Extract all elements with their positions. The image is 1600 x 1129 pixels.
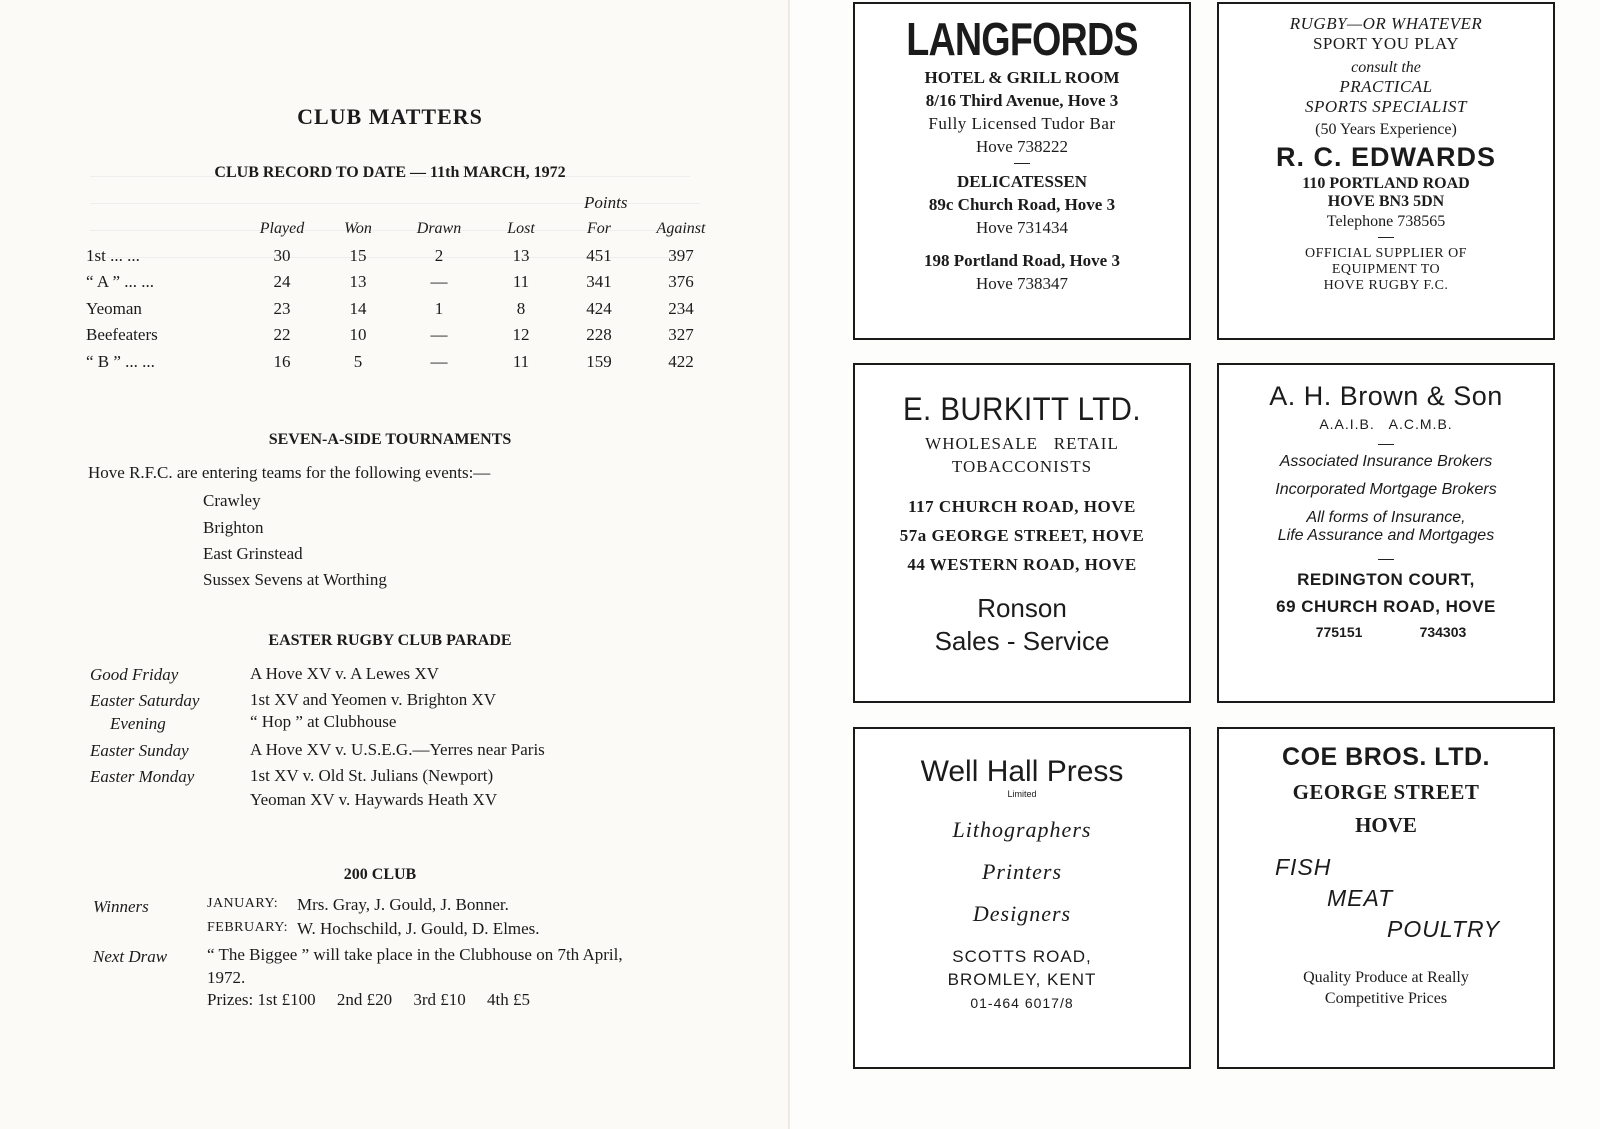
table-row [86, 349, 726, 376]
club-record-title: CLUB RECORD TO DATE — 11th MARCH, 1972 [214, 164, 566, 181]
team-name: “ A ” ... ... [86, 272, 154, 292]
seven-a-side-intro: Hove R.F.C. are entering teams for the following events:— [88, 463, 491, 482]
wellhall-service: Designers [972, 901, 1072, 926]
coe-tagline: Quality Produce at Really [1303, 969, 1469, 986]
easter-event: 1st XV and Yeomen v. Brighton XV [250, 690, 497, 709]
won-value: 10 [349, 325, 367, 345]
table-header-row [86, 216, 726, 243]
wellhall-address: BROMLEY, KENT [947, 970, 1097, 989]
team-name: 1st ... ... [86, 245, 140, 265]
against-value: 234 [668, 298, 694, 318]
next-draw-label: Next Draw [93, 947, 168, 966]
event-brighton: Brighton [203, 518, 264, 537]
header-for: For [587, 220, 611, 238]
easter-event: A Hove XV v. A Lewes XV [250, 664, 439, 683]
burkitt-line: TOBACCONISTS [951, 457, 1093, 476]
easter-event: Yeoman XV v. Haywards Heath XV [250, 790, 498, 809]
divider [1378, 559, 1394, 560]
won-value: 14 [349, 298, 367, 318]
brown-phone: 734303 [1419, 624, 1467, 640]
burkitt-ronson: Ronson [977, 593, 1067, 623]
table-row [86, 269, 726, 296]
played-value: 23 [273, 298, 291, 318]
langfords-deli: DELICATESSEN [956, 172, 1088, 191]
played-value: 24 [273, 272, 291, 292]
easter-day: Good Friday [90, 665, 179, 684]
next-draw-text: “ The Biggee ” will take place in the Clubhouse on 7th April, [207, 945, 623, 964]
drawn-value: — [430, 272, 448, 292]
header-won: Won [344, 220, 372, 238]
edwards-telephone: Telephone 738565 [1326, 213, 1446, 230]
langfords-line: 89c Church Road, Hove 3 [928, 195, 1116, 214]
langfords-line: 8/16 Third Avenue, Hove 3 [925, 91, 1119, 110]
edwards-address: 110 PORTLAND ROAD [1302, 175, 1470, 192]
played-value: 30 [273, 245, 291, 265]
lost-value: 11 [512, 272, 530, 292]
winners-label: Winners [93, 897, 149, 916]
january-winners: Mrs. Gray, J. Gould, J. Bonner. [297, 895, 509, 914]
easter-day: Easter Sunday [90, 741, 189, 760]
january-label: JANUARY: [207, 896, 279, 911]
brown-service: All forms of Insurance, [1306, 509, 1466, 526]
february-label: FEBRUARY: [207, 920, 289, 935]
drawn-value: — [430, 325, 448, 345]
points-label: Points [584, 193, 628, 212]
coe-fish: FISH [1275, 854, 1332, 880]
team-name: “ B ” ... ... [86, 351, 155, 371]
for-value: 341 [586, 272, 612, 292]
club-200-title: 200 CLUB [343, 866, 417, 883]
event-sussex-sevens: Sussex Sevens at Worthing [203, 570, 387, 589]
seven-a-side-title: SEVEN-A-SIDE TOURNAMENTS [268, 431, 512, 448]
team-name: Beefeaters [86, 325, 158, 345]
next-draw-year: 1972. [207, 968, 246, 987]
left-page [0, 0, 790, 1129]
prizes-text: Prizes: 1st £100 2nd £20 3rd £10 4th £5 [207, 990, 530, 1009]
right-page [790, 0, 1600, 1129]
langfords-line: Fully Licensed Tudor Bar [928, 114, 1116, 133]
brown-phone: 775151 [1315, 624, 1363, 640]
langfords-line: HOTEL & GRILL ROOM [924, 68, 1120, 87]
divider [1378, 444, 1394, 445]
won-value: 13 [349, 272, 367, 292]
edwards-name: R. C. EDWARDS [1275, 142, 1496, 172]
table-row [86, 322, 726, 349]
club-matters-title: CLUB MATTERS [297, 104, 483, 129]
header-lost: Lost [507, 220, 535, 238]
easter-day: Evening [110, 714, 166, 733]
drawn-value: — [430, 351, 448, 371]
edwards-supplier: OFFICIAL SUPPLIER OF [1305, 246, 1467, 261]
header-against: Against [656, 220, 706, 238]
for-value: 228 [586, 325, 612, 345]
february-winners: W. Hochschild, J. Gould, D. Elmes. [297, 919, 540, 938]
wellhall-address: SCOTTS ROAD, [952, 947, 1092, 966]
won-value: 5 [353, 351, 363, 371]
burkitt-address: 44 WESTERN ROAD, HOVE [907, 555, 1137, 574]
event-crawley: Crawley [203, 491, 261, 510]
wellhall-service: Lithographers [952, 817, 1092, 842]
langfords-logo: LANGFORDS [906, 13, 1138, 65]
against-value: 327 [668, 325, 694, 345]
edwards-supplier: HOVE RUGBY F.C. [1323, 278, 1449, 293]
edwards-line: RUGBY—OR WHATEVER [1289, 14, 1483, 33]
edwards-line: (50 Years Experience) [1315, 121, 1457, 138]
edwards-line: consult the [1351, 59, 1421, 76]
langfords-line: Hove 738222 [975, 137, 1069, 156]
event-east-grinstead: East Grinstead [203, 544, 303, 563]
for-value: 159 [586, 351, 612, 371]
played-value: 16 [273, 351, 291, 371]
burkitt-address: 117 CHURCH ROAD, HOVE [908, 497, 1136, 516]
easter-day: Easter Saturday [90, 691, 200, 710]
lost-value: 8 [516, 298, 526, 318]
ad-well-hall-press [853, 727, 1191, 1069]
coe-town: HOVE [1355, 813, 1417, 837]
edwards-address: HOVE BN3 5DN [1327, 193, 1445, 210]
edwards-line: PRACTICAL [1339, 77, 1433, 96]
coe-name: COE BROS. LTD. [1282, 743, 1490, 771]
drawn-value: 2 [434, 245, 444, 265]
langfords-line: Hove 738347 [975, 274, 1069, 293]
ad-ah-brown [1217, 363, 1555, 703]
brown-address: 69 CHURCH ROAD, HOVE [1276, 597, 1496, 616]
brown-service: Associated Insurance Brokers [1279, 453, 1493, 470]
table-row [86, 296, 726, 323]
team-name: Yeoman [86, 298, 142, 318]
header-played: Played [259, 220, 305, 238]
coe-poultry: POULTRY [1387, 916, 1501, 942]
edwards-line: SPORTS SPECIALIST [1305, 97, 1467, 116]
edwards-supplier: EQUIPMENT TO [1331, 262, 1441, 277]
ad-e-burkitt [853, 363, 1191, 703]
lost-value: 12 [512, 325, 530, 345]
against-value: 376 [668, 272, 694, 292]
burkitt-name: E. BURKITT LTD. [902, 391, 1142, 427]
burkitt-address: 57a GEORGE STREET, HOVE [899, 526, 1145, 545]
brown-qualifications: A.A.I.B. A.C.M.B. [1319, 416, 1453, 432]
header-drawn: Drawn [416, 220, 462, 238]
lost-value: 13 [512, 245, 530, 265]
ad-rc-edwards [1217, 2, 1555, 340]
drawn-value: 1 [434, 298, 444, 318]
coe-street: GEORGE STREET [1292, 780, 1480, 804]
brown-address: REDINGTON COURT, [1297, 570, 1475, 589]
table-row [86, 243, 726, 270]
brown-service: Life Assurance and Mortgages [1277, 527, 1495, 544]
langfords-line: Hove 731434 [975, 218, 1069, 237]
divider [1378, 237, 1394, 238]
against-value: 397 [668, 245, 694, 265]
edwards-line: SPORT YOU PLAY [1312, 34, 1460, 53]
burkitt-line: WHOLESALE RETAIL [925, 434, 1119, 453]
wellhall-service: Printers [981, 859, 1063, 884]
brown-name: A. H. Brown & Son [1269, 381, 1503, 411]
brown-service: Incorporated Mortgage Brokers [1275, 481, 1497, 498]
easter-day: Easter Monday [90, 767, 195, 786]
wellhall-limited: Limited [1007, 789, 1037, 799]
lost-value: 11 [512, 351, 530, 371]
won-value: 15 [349, 245, 367, 265]
coe-meat: MEAT [1327, 885, 1394, 911]
for-value: 424 [586, 298, 612, 318]
played-value: 22 [273, 325, 291, 345]
easter-event: A Hove XV v. U.S.E.G.—Yerres near Paris [250, 740, 545, 759]
ad-coe-bros [1217, 727, 1555, 1069]
club-record-table [86, 216, 726, 375]
against-value: 422 [668, 351, 694, 371]
divider [1014, 163, 1030, 164]
wellhall-telephone: 01-464 6017/8 [970, 995, 1074, 1011]
wellhall-name: Well Hall Press [920, 755, 1124, 788]
for-value: 451 [586, 245, 612, 265]
langfords-line: 198 Portland Road, Hove 3 [924, 251, 1120, 270]
ad-langfords [853, 2, 1191, 340]
easter-event: 1st XV v. Old St. Julians (Newport) [250, 766, 494, 785]
easter-event: “ Hop ” at Clubhouse [250, 712, 397, 731]
burkitt-service: Sales - Service [934, 626, 1110, 656]
easter-parade-title: EASTER RUGBY CLUB PARADE [268, 632, 512, 649]
coe-tagline: Competitive Prices [1324, 990, 1448, 1007]
